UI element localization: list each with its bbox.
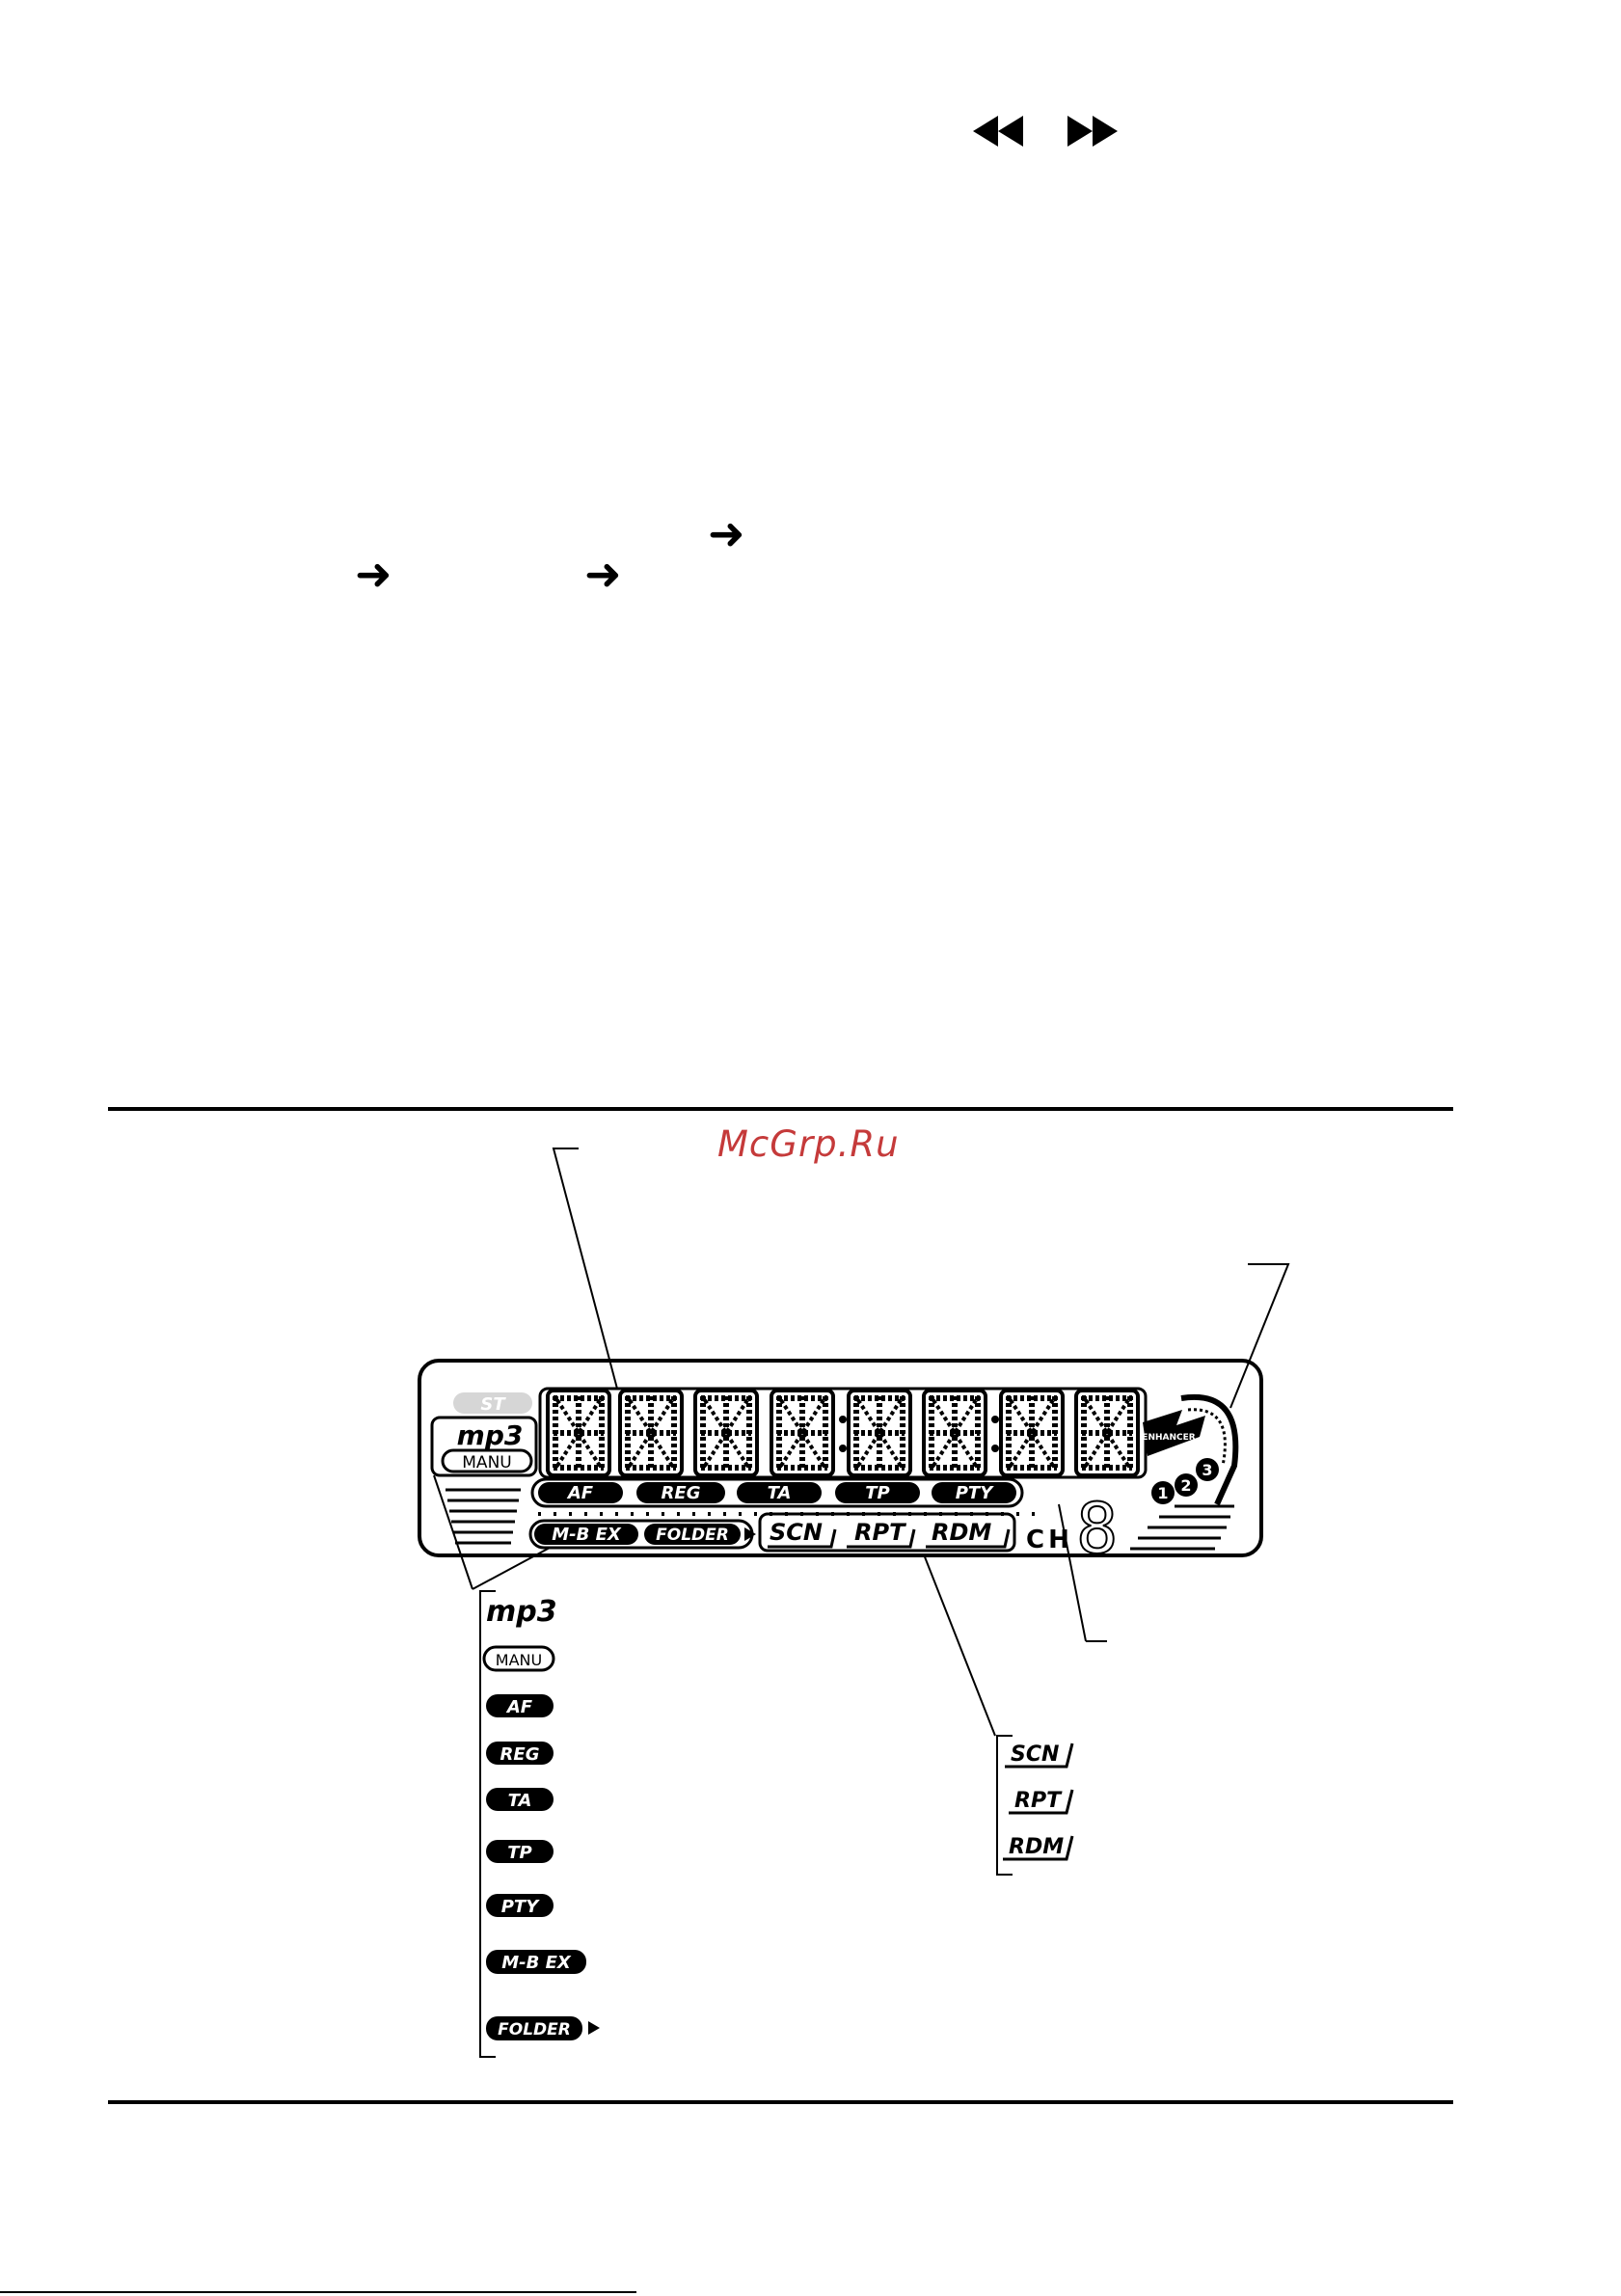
legend-rdm: RDM [1009,1835,1065,1859]
legend-scn: SCN [1011,1742,1060,1767]
rewind-icon [971,116,1025,147]
mode-rdm: RDM [932,1519,992,1546]
svg-text:FOLDER: FOLDER [498,2020,571,2039]
svg-text:2: 2 [1180,1476,1192,1495]
mp3-indicator: mp3 [456,1419,524,1451]
legend-manu [484,1647,554,1670]
svg-text:M-B EX: M-B EX [552,1525,621,1545]
ch-label: CH [1026,1526,1073,1554]
svg-text:FOLDER: FOLDER [656,1526,729,1545]
pill-pty [932,1482,1016,1503]
svg-text:AF: AF [567,1483,594,1503]
legend-mbex [486,1950,586,1974]
footer-rule [0,2291,636,2293]
legend-mp3: mp3 [486,1595,557,1629]
pill-af [538,1482,623,1503]
right-arrow-icon: ➜ [584,548,622,600]
enhancer-icon [1142,1397,1235,1504]
legend-tp [486,1840,554,1863]
svg-text:MANU: MANU [495,1651,543,1669]
legend-af [486,1694,554,1717]
lcd-display-diagram [0,1099,1621,2073]
svg-text:REG: REG [500,1744,540,1765]
pill-reg [636,1482,725,1503]
legend-folder [486,2016,600,2040]
svg-text:TP: TP [507,1843,532,1863]
svg-text:AF: AF [506,1697,533,1717]
right-arrow-icon: ➜ [355,548,392,600]
svg-text:PTY: PTY [500,1897,539,1917]
legend-reg [486,1742,554,1765]
pill-folder [644,1524,756,1545]
svg-text:M-B EX: M-B EX [501,1953,571,1973]
pill-ta [737,1482,822,1503]
pill-tp [835,1482,920,1503]
svg-text:1: 1 [1157,1484,1169,1502]
legend-pty [486,1894,554,1917]
fast-forward-icon [1066,116,1120,147]
svg-text:TA: TA [767,1483,792,1503]
right-arrow-icon: ➜ [708,507,745,559]
pill-mbex [534,1524,638,1545]
svg-text:REG: REG [661,1483,701,1503]
svg-text:PTY: PTY [955,1483,993,1503]
svg-text:ENHANCER: ENHANCER [1142,1433,1196,1443]
svg-text:TP: TP [865,1483,890,1503]
svg-text:3: 3 [1202,1461,1213,1479]
section-bottom-rule [108,2100,1453,2104]
mode-rpt: RPT [854,1519,905,1546]
svg-text:ST: ST [480,1394,505,1415]
watermark: McGrp.Ru [717,1123,900,1165]
svg-text:TA: TA [507,1791,532,1811]
manu-indicator: MANU [462,1453,512,1472]
legend-ta [486,1788,554,1811]
mode-scn: SCN [770,1519,823,1546]
ch-digit: 8 [1076,1488,1119,1569]
legend-rpt: RPT [1014,1789,1062,1813]
